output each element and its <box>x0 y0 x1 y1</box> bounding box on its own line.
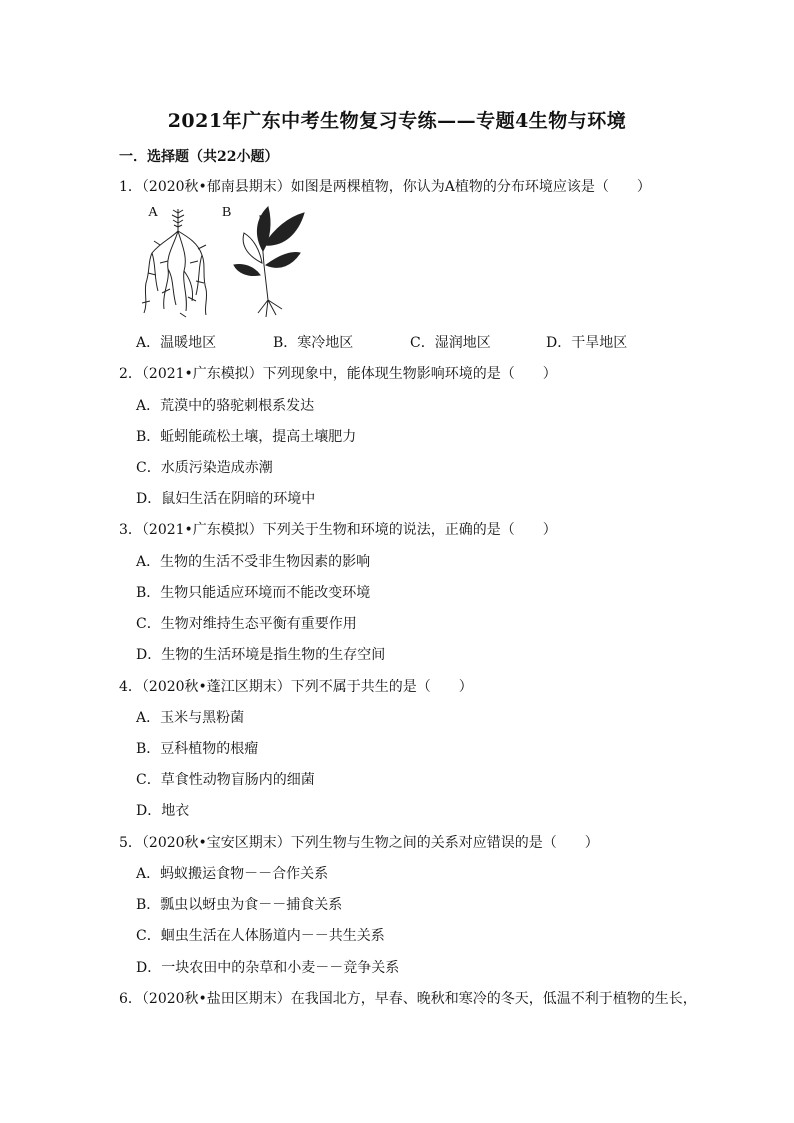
question-2-stem: 2．（2021•广东模拟）下列现象中，能体现生物影响环境的是（ ） <box>119 366 557 382</box>
section-heading: 一．选择题（共22小题） <box>119 149 279 165</box>
figure-label-b: B <box>222 205 232 220</box>
q5-option-b[interactable]: B．瓢虫以蚜虫为食－－捕食关系 <box>136 897 343 913</box>
q5-option-d[interactable]: D．一块农田中的杂草和小麦－－竞争关系 <box>136 960 400 976</box>
q5-option-a[interactable]: A．蚂蚁搬运食物－－合作关系 <box>136 866 329 882</box>
plant-b-illustration <box>234 207 304 317</box>
question-5-stem: 5．（2020秋•宝安区期末）下列生物与生物之间的关系对应错误的是（ ） <box>119 835 599 851</box>
plant-figure <box>140 205 310 320</box>
q2-option-c[interactable]: C．水质污染造成赤潮 <box>136 460 273 476</box>
q1-option-c[interactable]: C．湿润地区 <box>410 335 491 351</box>
plant-a-illustration <box>142 209 207 317</box>
plant-drawing <box>140 205 310 320</box>
q3-option-b[interactable]: B．生物只能适应环境而不能改变环境 <box>136 585 371 601</box>
q2-option-b[interactable]: B．蚯蚓能疏松土壤，提高土壤肥力 <box>136 429 357 445</box>
question-1-stem: 1．（2020秋•郁南县期末）如图是两棵植物，你认为A植物的分布环境应该是（ ） <box>119 179 651 195</box>
q4-option-d[interactable]: D．地衣 <box>136 803 190 819</box>
question-4-stem: 4．（2020秋•蓬江区期末）下列不属于共生的是（ ） <box>119 679 473 695</box>
question-6-stem: 6．（2020秋•盐田区期末）在我国北方，早春、晚秋和寒冷的冬天，低温不利于植物的生长， <box>119 991 697 1007</box>
q4-option-a[interactable]: A．玉米与黑粉菌 <box>136 710 245 726</box>
q1-option-b[interactable]: B．寒冷地区 <box>273 335 354 351</box>
q2-option-a[interactable]: A．荒漠中的骆驼刺根系发达 <box>136 398 315 414</box>
q5-option-c[interactable]: C．蛔虫生活在人体肠道内－－共生关系 <box>136 928 385 944</box>
q3-option-a[interactable]: A．生物的生活不受非生物因素的影响 <box>136 554 371 570</box>
question-3-stem: 3．（2021•广东模拟）下列关于生物和环境的说法，正确的是（ ） <box>119 522 557 538</box>
q2-option-d[interactable]: D．鼠妇生活在阴暗的环境中 <box>136 491 316 507</box>
q4-option-b[interactable]: B．豆科植物的根瘤 <box>136 741 259 757</box>
q4-option-c[interactable]: C．草食性动物盲肠内的细菌 <box>136 772 315 788</box>
figure-label-a: A <box>148 205 159 220</box>
q1-option-a[interactable]: A．温暖地区 <box>136 335 217 351</box>
page-title: 2021年广东中考生物复习专练——专题4生物与环境 <box>167 110 627 132</box>
q1-option-d[interactable]: D．干旱地区 <box>546 335 628 351</box>
q3-option-c[interactable]: C．生物对维持生态平衡有重要作用 <box>136 616 357 632</box>
q3-option-d[interactable]: D．生物的生活环境是指生物的生存空间 <box>136 647 386 663</box>
